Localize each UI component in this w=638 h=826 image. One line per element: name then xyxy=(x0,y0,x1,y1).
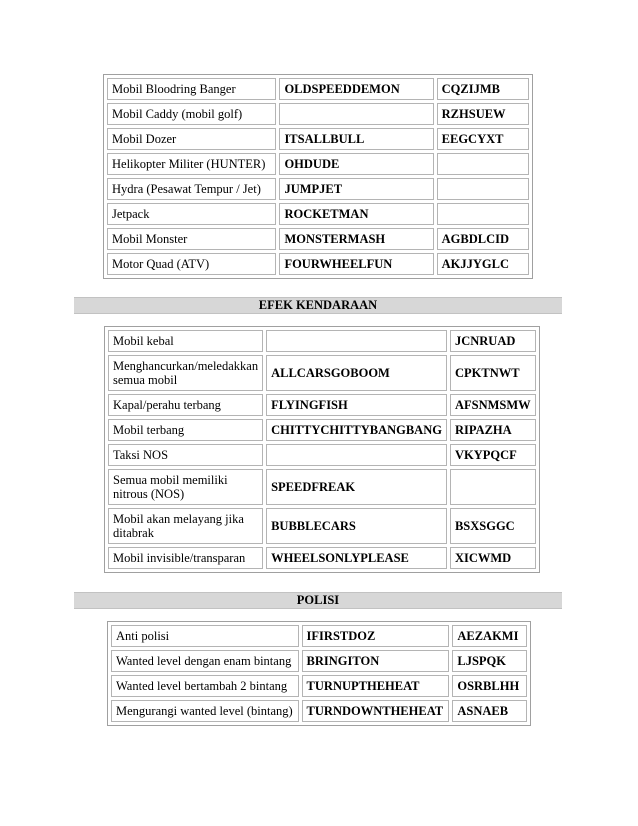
table-row xyxy=(107,128,529,150)
table-row xyxy=(107,78,529,100)
table-row xyxy=(108,469,536,505)
pc-cheat-cell: BRINGITON xyxy=(302,650,450,672)
pc-cheat-cell: JUMPJET xyxy=(279,178,433,200)
ps2-cheat-cell: RIPAZHA xyxy=(450,419,536,441)
description-cell: Mobil Monster xyxy=(107,228,276,250)
ps2-cheat-cell xyxy=(450,469,536,505)
pc-cheat-cell: FOURWHEELFUN xyxy=(279,253,433,275)
pc-cheat-cell: ALLCARSGOBOOM xyxy=(266,355,447,391)
table-row xyxy=(107,203,529,225)
pc-cheat-cell: MONSTERMASH xyxy=(279,228,433,250)
description-cell: Helikopter Militer (HUNTER) xyxy=(107,153,276,175)
ps2-cheat-cell: AGBDLCID xyxy=(437,228,529,250)
ps2-cheat-cell xyxy=(437,153,529,175)
table-row xyxy=(107,253,529,275)
ps2-cheat-cell: XICWMD xyxy=(450,547,536,569)
ps2-cheat-cell: AKJJYGLC xyxy=(437,253,529,275)
description-cell: Mobil terbang xyxy=(108,419,263,441)
ps2-cheat-cell: OSRBLHH xyxy=(452,675,527,697)
table-row xyxy=(108,394,536,416)
table-row xyxy=(108,419,536,441)
table-row xyxy=(111,675,527,697)
description-cell: Mengurangi wanted level (bintang) xyxy=(111,700,299,722)
pc-cheat-cell: FLYINGFISH xyxy=(266,394,447,416)
pc-cheat-cell: WHEELSONLYPLEASE xyxy=(266,547,447,569)
pc-cheat-cell: ROCKETMAN xyxy=(279,203,433,225)
pc-cheat-cell: ITSALLBULL xyxy=(279,128,433,150)
description-cell: Menghancurkan/meledakkan semua mobil xyxy=(108,355,263,391)
description-cell: Mobil Caddy (mobil golf) xyxy=(107,103,276,125)
description-cell: Mobil akan melayang jika ditabrak xyxy=(108,508,263,544)
pc-cheat-cell: CHITTYCHITTYBANGBANG xyxy=(266,419,447,441)
ps2-cheat-cell: EEGCYXT xyxy=(437,128,529,150)
ps2-cheat-cell: CPKTNWT xyxy=(450,355,536,391)
ps2-cheat-cell: RZHSUEW xyxy=(437,103,529,125)
pc-cheat-cell: BUBBLECARS xyxy=(266,508,447,544)
table-row xyxy=(108,444,536,466)
description-cell: Taksi NOS xyxy=(108,444,263,466)
vehicle-cheats-table xyxy=(103,74,533,279)
table-row xyxy=(108,508,536,544)
ps2-cheat-cell xyxy=(437,178,529,200)
ps2-cheat-cell xyxy=(437,203,529,225)
section-header-efek-kendaraan: EFEK KENDARAAN xyxy=(74,297,562,314)
police-cheats-table xyxy=(107,621,531,726)
table-row xyxy=(108,330,536,352)
ps2-cheat-cell: ASNAEB xyxy=(452,700,527,722)
pc-cheat-cell xyxy=(279,103,433,125)
pc-cheat-cell: TURNUPTHEHEAT xyxy=(302,675,450,697)
description-cell: Wanted level dengan enam bintang xyxy=(111,650,299,672)
ps2-cheat-cell: AFSNMSMW xyxy=(450,394,536,416)
table-row xyxy=(107,103,529,125)
table-row xyxy=(108,355,536,391)
ps2-cheat-cell: VKYPQCF xyxy=(450,444,536,466)
description-cell: Wanted level bertambah 2 bintang xyxy=(111,675,299,697)
vehicle-effect-cheats-table xyxy=(104,326,540,573)
table-row xyxy=(107,153,529,175)
table-row xyxy=(108,547,536,569)
pc-cheat-cell xyxy=(266,444,447,466)
pc-cheat-cell: SPEEDFREAK xyxy=(266,469,447,505)
table-row xyxy=(111,650,527,672)
ps2-cheat-cell: JCNRUAD xyxy=(450,330,536,352)
ps2-cheat-cell: CQZIJMB xyxy=(437,78,529,100)
pc-cheat-cell: OLDSPEEDDEMON xyxy=(279,78,433,100)
pc-cheat-cell: OHDUDE xyxy=(279,153,433,175)
pc-cheat-cell xyxy=(266,330,447,352)
description-cell: Motor Quad (ATV) xyxy=(107,253,276,275)
description-cell: Semua mobil memiliki nitrous (NOS) xyxy=(108,469,263,505)
table-row xyxy=(111,700,527,722)
description-cell: Kapal/perahu terbang xyxy=(108,394,263,416)
section-header-polisi: POLISI xyxy=(74,592,562,609)
pc-cheat-cell: TURNDOWNTHEHEAT xyxy=(302,700,450,722)
ps2-cheat-cell: AEZAKMI xyxy=(452,625,527,647)
table-row xyxy=(107,228,529,250)
table-row xyxy=(111,625,527,647)
ps2-cheat-cell: LJSPQK xyxy=(452,650,527,672)
ps2-cheat-cell: BSXSGGC xyxy=(450,508,536,544)
pc-cheat-cell: IFIRSTDOZ xyxy=(302,625,450,647)
description-cell: Jetpack xyxy=(107,203,276,225)
description-cell: Mobil Bloodring Banger xyxy=(107,78,276,100)
description-cell: Anti polisi xyxy=(111,625,299,647)
description-cell: Hydra (Pesawat Tempur / Jet) xyxy=(107,178,276,200)
description-cell: Mobil invisible/transparan xyxy=(108,547,263,569)
description-cell: Mobil Dozer xyxy=(107,128,276,150)
description-cell: Mobil kebal xyxy=(108,330,263,352)
table-row xyxy=(107,178,529,200)
